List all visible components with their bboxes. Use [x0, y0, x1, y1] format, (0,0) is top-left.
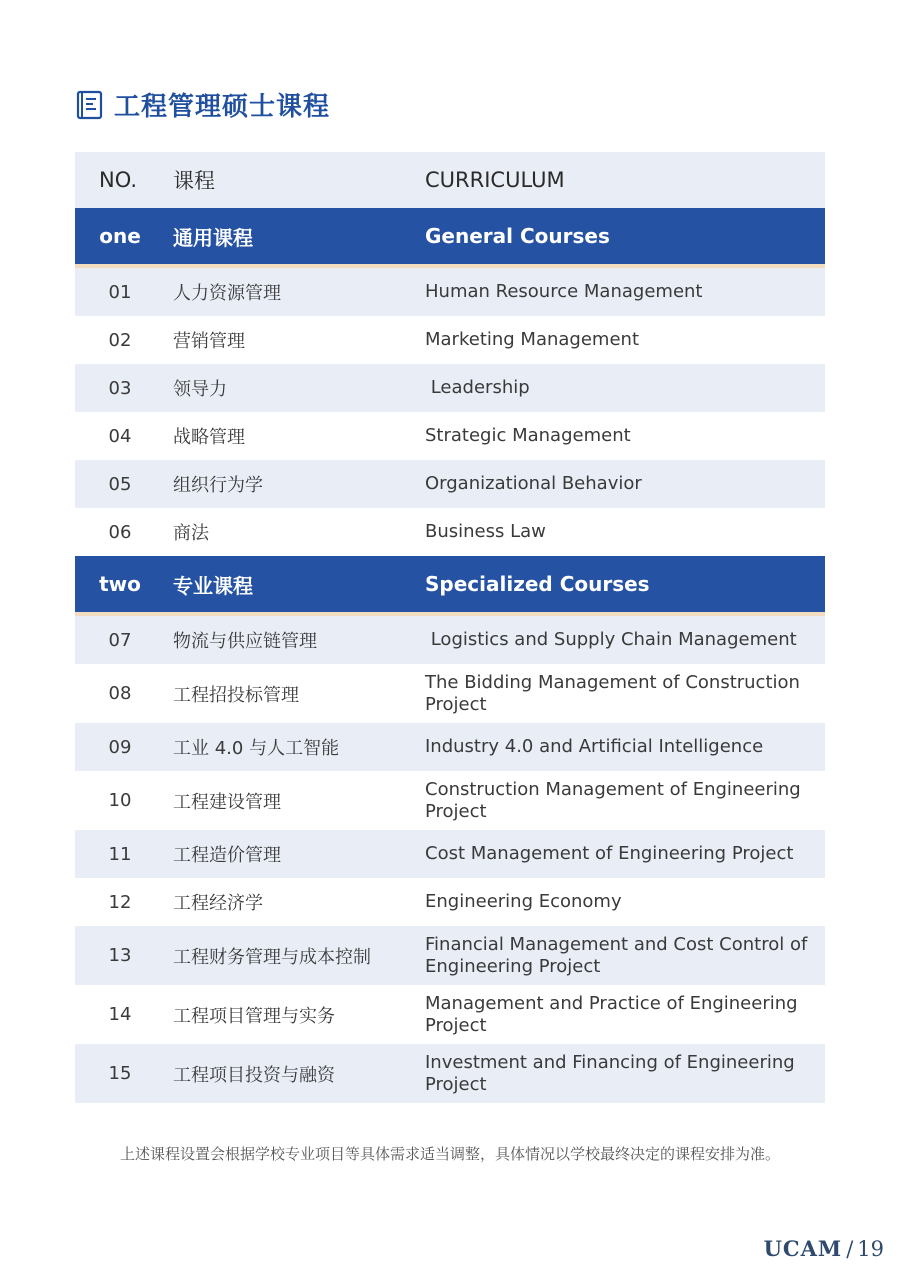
course-en: Financial Management and Cost Control of Engineering Project: [425, 933, 808, 977]
section-row-general: [75, 208, 825, 268]
course-cn: 物流与供应链管理: [173, 631, 317, 652]
course-no: 07: [108, 629, 132, 651]
brand-logo-text: UCAM: [763, 1236, 843, 1261]
table-row: [75, 268, 825, 316]
course-en: Management and Practice of Engineering Project: [425, 992, 798, 1036]
course-no: 01: [108, 281, 132, 303]
course-cn: 领导力: [173, 379, 227, 400]
section-cn: 专业课程: [173, 573, 253, 598]
course-no: 13: [108, 945, 132, 966]
course-en: Logistics and Supply Chain Management: [425, 629, 797, 650]
section-no: two: [99, 572, 141, 596]
table-row: [75, 1044, 825, 1103]
section-row-specialized: [75, 556, 825, 616]
table-header-row: [75, 152, 825, 208]
course-no: 12: [108, 891, 132, 913]
table-row: [75, 364, 825, 412]
course-en: Leadership: [425, 377, 530, 398]
course-en: The Bidding Management of Construction Project: [425, 671, 800, 715]
course-en: Cost Management of Engineering Project: [425, 843, 794, 864]
table-row: [75, 771, 825, 830]
header-curriculum-en: CURRICULUM: [425, 168, 565, 192]
course-no: 14: [108, 1004, 132, 1025]
course-no: 05: [108, 473, 132, 495]
course-no: 15: [108, 1063, 132, 1084]
section-no: one: [99, 224, 141, 248]
course-no: 10: [108, 790, 132, 811]
section-en: Specialized Courses: [425, 572, 650, 596]
course-no: 08: [108, 683, 132, 704]
course-en: Strategic Management: [425, 425, 631, 446]
course-no: 02: [108, 329, 132, 351]
course-en: Business Law: [425, 521, 546, 542]
course-cn: 战略管理: [173, 427, 245, 448]
course-cn: 工程建设管理: [173, 791, 281, 813]
course-en: Engineering Economy: [425, 891, 622, 912]
page-number: 19: [857, 1237, 884, 1261]
page-title: 工程管理硕士课程: [114, 92, 331, 122]
book-icon: [76, 90, 104, 120]
footer-separator: /: [846, 1237, 854, 1261]
course-cn: 组织行为学: [173, 475, 263, 496]
course-cn: 工程财务管理与成本控制: [173, 946, 371, 968]
course-cn: 工程项目管理与实务: [173, 1005, 335, 1027]
course-cn: 工程项目投资与融资: [173, 1064, 335, 1086]
course-no: 09: [108, 736, 132, 758]
course-no: 11: [108, 843, 132, 865]
course-cn: 工业 4.0 与人工智能: [173, 738, 340, 759]
table-row: [75, 723, 825, 771]
course-cn: 工程造价管理: [173, 845, 281, 866]
section-cn: 通用课程: [173, 225, 253, 250]
table-row: [75, 926, 825, 985]
course-no: 06: [108, 521, 132, 543]
course-en: Construction Management of Engineering Project: [425, 778, 801, 822]
course-no: 03: [108, 377, 132, 399]
course-en: Marketing Management: [425, 329, 640, 350]
course-no: 04: [108, 425, 132, 447]
table-row: [75, 830, 825, 878]
table-row: [75, 508, 825, 556]
table-row: [75, 616, 825, 664]
table-row: [75, 664, 825, 723]
course-en: Organizational Behavior: [425, 473, 642, 494]
table-row: [75, 878, 825, 926]
page-title-row: [76, 86, 330, 123]
page-footer: [764, 1236, 884, 1261]
curriculum-table: [75, 152, 825, 1103]
course-cn: 人力资源管理: [173, 283, 281, 304]
adjustment-note: 上述课程设置会根据学校专业项目等具体需求适当调整，具体情况以学校最终决定的课程安排为准。: [119, 1145, 780, 1163]
table-row: [75, 985, 825, 1044]
table-row: [75, 412, 825, 460]
table-row: [75, 316, 825, 364]
course-cn: 商法: [173, 523, 209, 544]
course-cn: 工程招投标管理: [173, 684, 299, 706]
course-en: Human Resource Management: [425, 281, 703, 302]
course-cn: 营销管理: [173, 331, 245, 352]
course-cn: 工程经济学: [173, 893, 263, 914]
header-no: NO.: [99, 168, 138, 192]
section-en: General Courses: [425, 224, 610, 248]
course-en: Investment and Financing of Engineering Project: [425, 1051, 795, 1095]
header-course-cn: 课程: [173, 169, 215, 193]
table-row: [75, 460, 825, 508]
course-en: Industry 4.0 and Artificial Intelligence: [425, 736, 764, 757]
